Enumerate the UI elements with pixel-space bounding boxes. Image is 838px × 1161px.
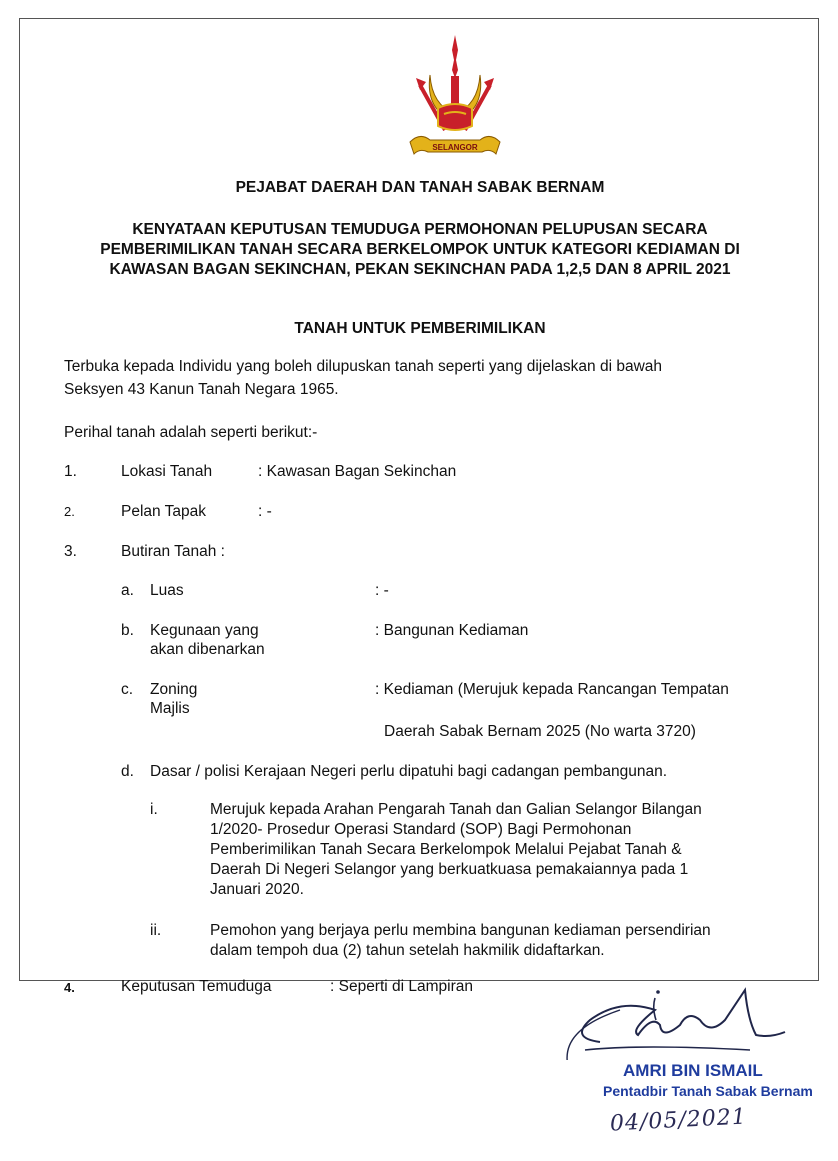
subitem-d-text: Dasar / polisi Kerajaan Negeri perlu dipatuhi bagi cadangan pembangunan. xyxy=(150,763,668,780)
item-2-value: : - xyxy=(258,503,272,520)
item-4-value: : Seperti di Lampiran xyxy=(330,978,474,995)
subitem-b-value: : Bangunan Kediaman xyxy=(375,622,529,639)
policy-1-line-4: Daerah Di Negeri Selangor yang berkuatkuasa pemakaiannya pada 1 xyxy=(210,861,689,878)
subitem-a-letter: a. xyxy=(121,582,134,599)
subitem-b-letter: b. xyxy=(121,622,134,639)
subitem-c-label-line-1: Zoning xyxy=(150,681,198,698)
statement-title-line-3: KAWASAN BAGAN SEKINCHAN, PEKAN SEKINCHAN PADA 1,2,5 DAN 8 APRIL 2021 xyxy=(109,261,731,278)
section-title: TANAH UNTUK PEMBERIMILIKAN xyxy=(294,320,546,337)
policy-1-line-5: Januari 2020. xyxy=(210,881,304,898)
subitem-c-letter: c. xyxy=(121,681,134,698)
handwritten-signature xyxy=(560,980,800,1060)
subitem-a-value: : - xyxy=(375,582,389,599)
subitem-c-value-line-2: Daerah Sabak Bernam 2025 (No warta 3720) xyxy=(384,723,696,740)
policy-1-number: i. xyxy=(150,801,158,818)
signatory-name: AMRI BIN ISMAIL xyxy=(623,1061,763,1080)
crest-banner-label: SELANGOR xyxy=(432,143,478,152)
item-4-number: 4. xyxy=(64,980,75,995)
subitem-b-label-line-2: akan dibenarkan xyxy=(150,641,265,658)
policy-2-line-2: dalam tempoh dua (2) tahun setelah hakmilik didaftarkan. xyxy=(210,942,605,959)
item-1-number: 1. xyxy=(64,463,77,480)
item-2-number: 2. xyxy=(64,504,75,519)
policy-1-line-1: Merujuk kepada Arahan Pengarah Tanah dan Galian Selangor Bilangan xyxy=(210,801,702,818)
item-3-number: 3. xyxy=(64,543,77,560)
item-4-label: Keputusan Temuduga xyxy=(121,978,272,995)
policy-1-line-3: Pemberimilikan Tanah Secara Berkelompok Melalui Pejabat Tanah & xyxy=(210,841,682,858)
policy-1-line-2: 1/2020- Prosedur Operasi Standard (SOP) Bagi Permohonan xyxy=(210,821,632,838)
intro-line-2: Seksyen 43 Kanun Tanah Negara 1965. xyxy=(64,381,339,398)
policy-2-number: ii. xyxy=(150,922,162,939)
subitem-c-value-line-1: : Kediaman (Merujuk kepada Rancangan Tempatan xyxy=(375,681,729,698)
subitem-b-label-line-1: Kegunaan yang xyxy=(150,622,259,639)
policy-2-line-1: Pemohon yang berjaya perlu membina bangunan kediaman persendirian xyxy=(210,922,711,939)
selangor-crest-emblem xyxy=(400,30,510,170)
details-lead: Perihal tanah adalah seperti berikut:- xyxy=(64,424,318,441)
office-heading: PEJABAT DAERAH DAN TANAH SABAK BERNAM xyxy=(235,179,605,196)
handwritten-date: 04/05/2021 xyxy=(609,1104,748,1137)
item-2-label: Pelan Tapak xyxy=(121,503,207,520)
item-1-label: Lokasi Tanah xyxy=(121,463,213,480)
statement-title-line-2: PEMBERIMILIKAN TANAH SECARA BERKELOMPOK UNTUK KATEGORI KEDIAMAN DI xyxy=(100,241,740,258)
intro-line-1: Terbuka kepada Individu yang boleh dilupuskan tanah seperti yang dijelaskan di bawah xyxy=(64,358,663,375)
subitem-c-label-line-2: Majlis xyxy=(150,700,190,717)
subitem-d-letter: d. xyxy=(121,763,134,780)
statement-title-line-1: KENYATAAN KEPUTUSAN TEMUDUGA PERMOHONAN PELUPUSAN SECARA xyxy=(132,221,708,238)
item-1-value: : Kawasan Bagan Sekinchan xyxy=(258,463,457,480)
signatory-title: Pentadbir Tanah Sabak Bernam xyxy=(603,1083,813,1099)
subitem-a-label: Luas xyxy=(150,582,184,599)
item-3-label: Butiran Tanah : xyxy=(121,543,225,560)
